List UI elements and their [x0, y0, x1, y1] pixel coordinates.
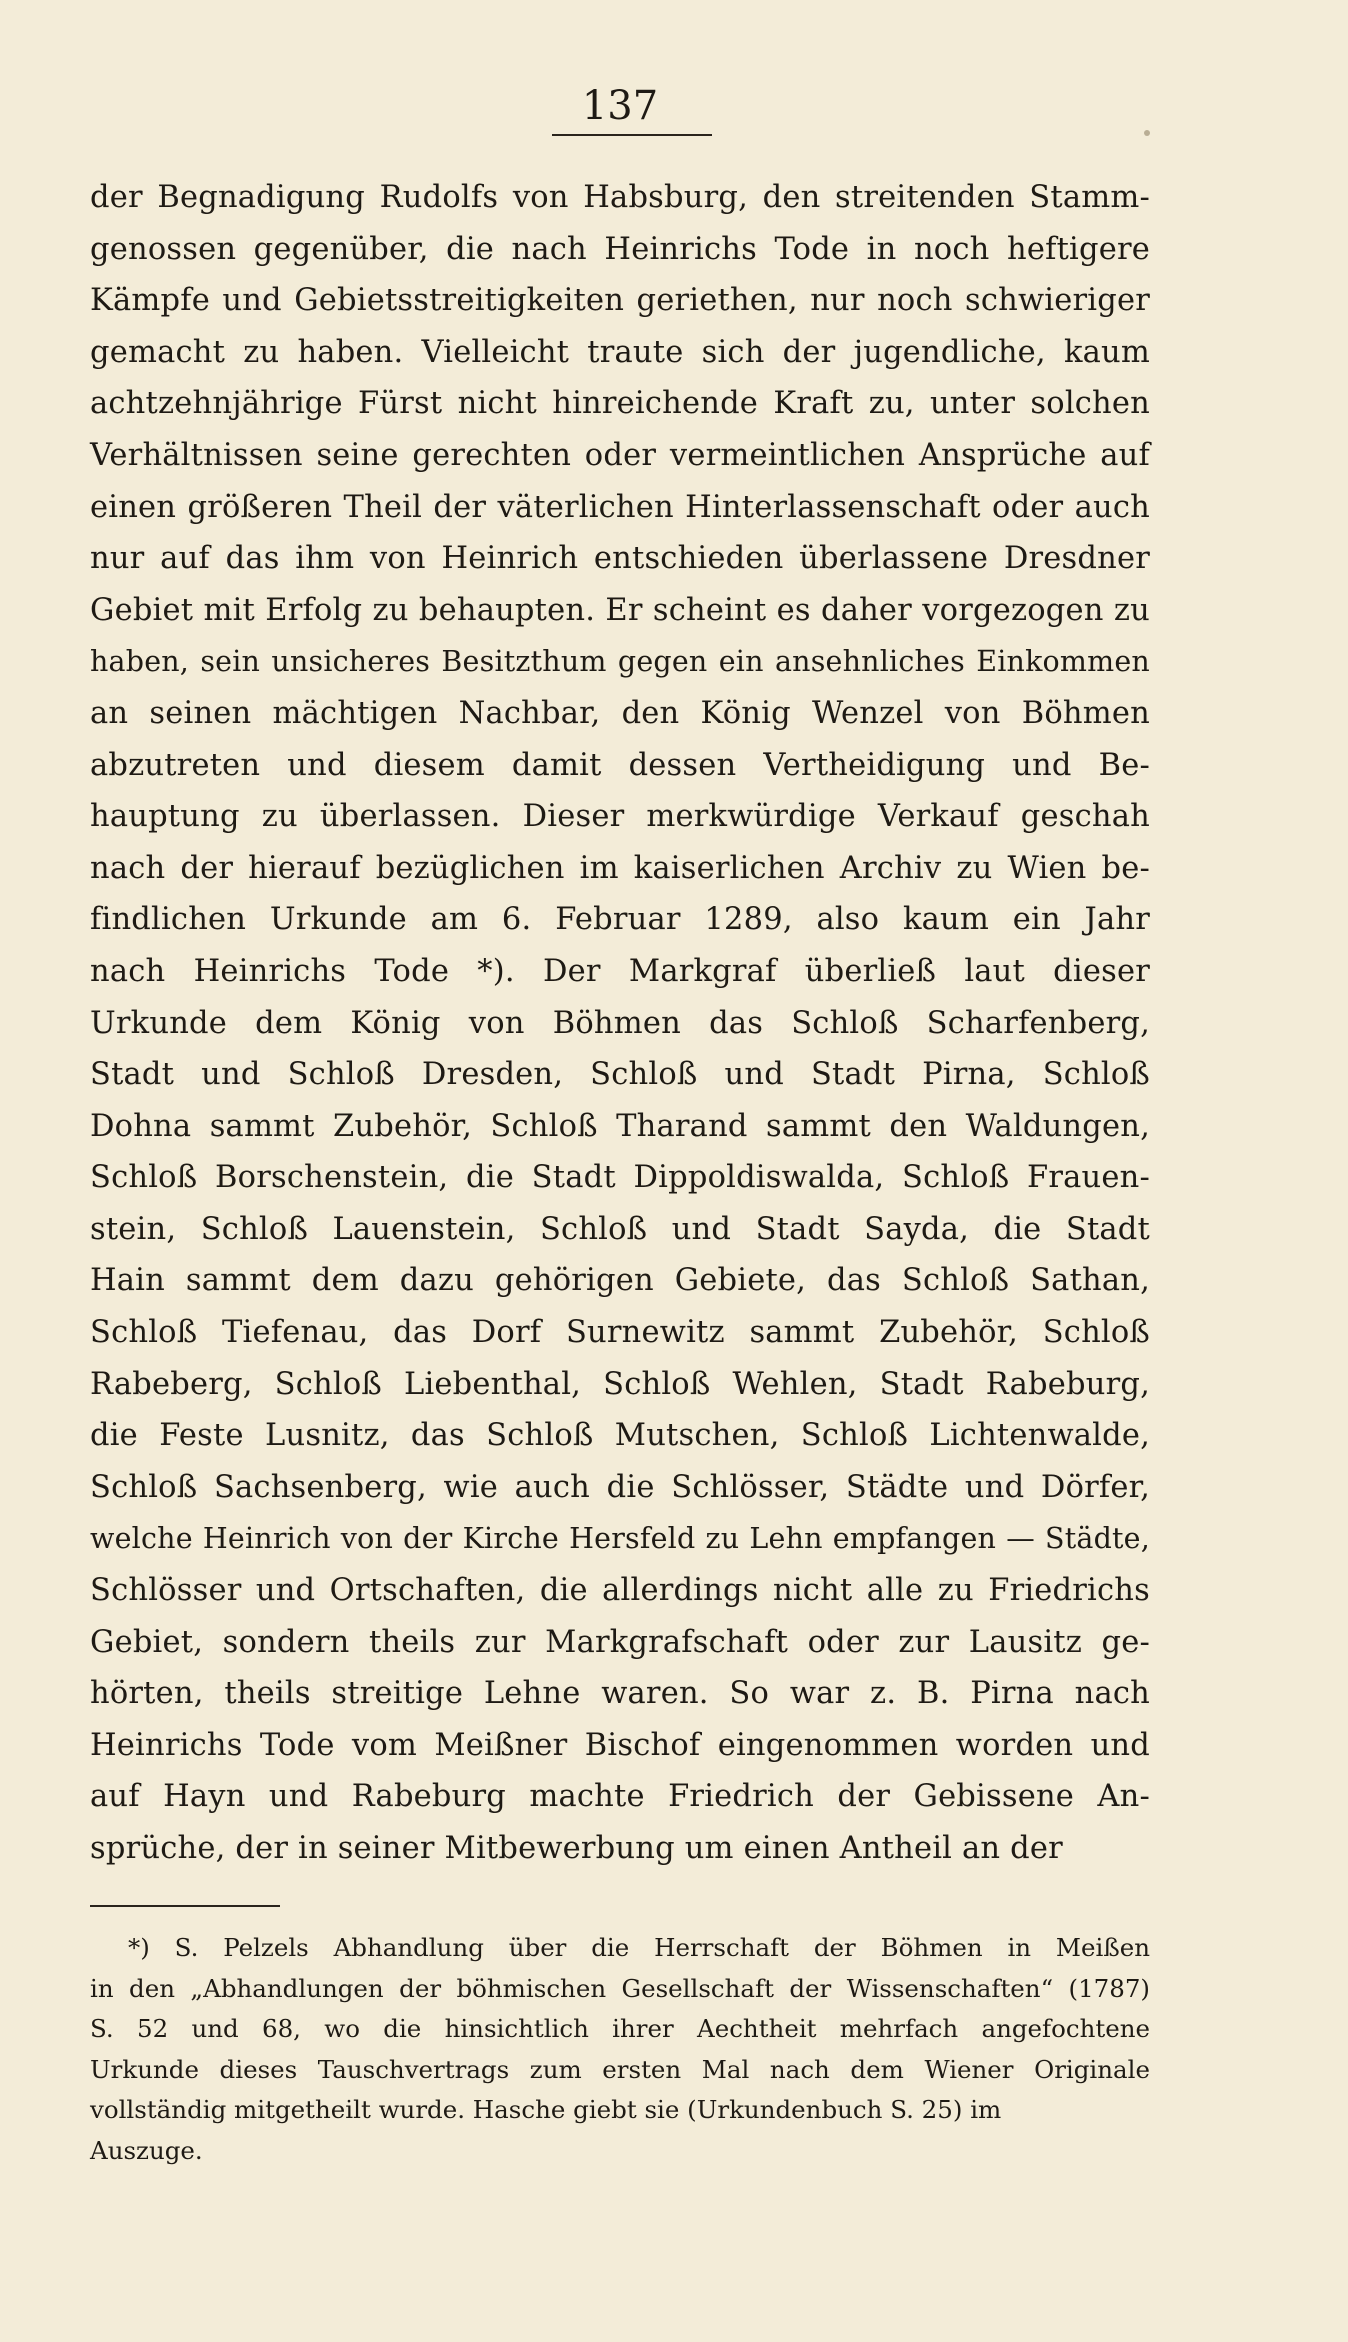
body-line: welche Heinrich von der Kirche Hersfeld zu Lehn empfangen — Städte, [90, 1522, 1150, 1556]
body-line: gemacht zu haben. Vielleicht traute sich der jugendliche, kaum [90, 334, 1150, 370]
page-number: 137 [581, 83, 659, 129]
body-line: achtzehnjährige Fürst nicht hinreichende Kraft zu, unter solchen [90, 386, 1150, 422]
body-line: einen größeren Theil der väterlichen Hinterlassenschaft oder auch [90, 489, 1150, 525]
footnote-line: vollständig mitgetheilt wurde. Hasche giebt sie (Urkundenbuch S. 25) im [90, 2095, 1002, 2124]
footnote-line: in den „Abhandlungen der böhmischen Gesellschaft der Wissenschaften“ (1787) [90, 1973, 1150, 2003]
body-line: der Begnadigung Rudolfs von Habsburg, den streitenden Stamm- [90, 180, 1150, 215]
body-line: Dohna sammt Zubehör, Schloß Tharand sammt den Waldungen, [90, 1108, 1150, 1144]
body-line: Urkunde dem König von Böhmen das Schloß Scharfenberg, [90, 1005, 1150, 1041]
body-line: Schloß Tiefenau, das Dorf Surnewitz sammt Zubehör, Schloß [90, 1315, 1150, 1351]
footnote-line: S. 52 und 68, wo die hinsichtlich ihrer Aechtheit mehrfach angefochtene [90, 2014, 1150, 2043]
body-line: hörten, theils streitige Lehne waren. So war z. B. Pirna nach [90, 1676, 1150, 1712]
body-line: auf Hayn und Rabeburg machte Friedrich der Gebissene An- [90, 1779, 1150, 1815]
body-line: genossen gegenüber, die nach Heinrichs Tode in noch heftigere [90, 231, 1150, 267]
body-line: Kämpfe und Gebietsstreitigkeiten geriethen, nur noch schwieriger [90, 283, 1150, 319]
body-line: Verhältnissen seine gerechten oder vermeintlichen Ansprüche auf [90, 437, 1150, 473]
footnote-line: Auszuge. [90, 2135, 203, 2165]
body-line: nach Heinrichs Tode *). Der Markgraf überließ laut dieser [90, 953, 1150, 989]
body-line: Gebiet mit Erfolg zu behaupten. Er scheint es daher vorgezogen zu [90, 592, 1150, 628]
body-line: an seinen mächtigen Nachbar, den König Wenzel von Böhmen [90, 695, 1150, 731]
body-line: Gebiet, sondern theils zur Markgrafschaft oder zur Lausitz ge- [90, 1624, 1150, 1660]
body-line: Stadt und Schloß Dresden, Schloß und Stadt Pirna, Schloß [90, 1057, 1150, 1093]
body-line: haben, sein unsicheres Besitzthum gegen ein ansehnliches Einkommen [90, 645, 1150, 679]
body-text [90, 172, 1150, 1875]
body-line: Schloß Sachsenberg, wie auch die Schlösser, Städte und Dörfer, [90, 1469, 1150, 1505]
paper-speck [1144, 130, 1150, 136]
footnote-line: *) S. Pelzels Abhandlung über die Herrschaft der Böhmen in Meißen [128, 1933, 1150, 1962]
body-line: Heinrichs Tode vom Meißner Bischof eingenommen worden und [90, 1727, 1150, 1763]
body-line: die Feste Lusnitz, das Schloß Mutschen, Schloß Lichtenwalde, [90, 1418, 1150, 1454]
footnote-rule [90, 1905, 280, 1907]
body-line: Schlösser und Ortschaften, die allerdings nicht alle zu Friedrichs [90, 1573, 1150, 1609]
body-line: sprüche, der in seiner Mitbewerbung um einen Antheil an der [90, 1831, 1063, 1866]
body-line: nach der hierauf bezüglichen im kaiserlichen Archiv zu Wien be- [90, 850, 1150, 886]
body-line: Hain sammt dem dazu gehörigen Gebiete, das Schloß Sathan, [90, 1263, 1150, 1299]
body-line: stein, Schloß Lauenstein, Schloß und Stadt Sayda, die Stadt [90, 1211, 1150, 1247]
page-number-rule [552, 134, 712, 136]
body-line: findlichen Urkunde am 6. Februar 1289, also kaum ein Jahr [90, 902, 1150, 938]
footnote-line: Urkunde dieses Tauschvertrags zum ersten Mal nach dem Wiener Originale [90, 2054, 1150, 2084]
body-line: hauptung zu überlassen. Dieser merkwürdige Verkauf geschah [90, 799, 1150, 835]
body-line: Rabeberg, Schloß Liebenthal, Schloß Wehlen, Stadt Rabeburg, [90, 1366, 1150, 1402]
footnote [90, 1928, 1150, 2171]
body-line: Schloß Borschenstein, die Stadt Dippoldiswalda, Schloß Frauen- [90, 1160, 1150, 1196]
body-line: nur auf das ihm von Heinrich entschieden überlassene Dresdner [90, 541, 1150, 577]
body-line: abzutreten und diesem damit dessen Vertheidigung und Be- [90, 747, 1150, 783]
